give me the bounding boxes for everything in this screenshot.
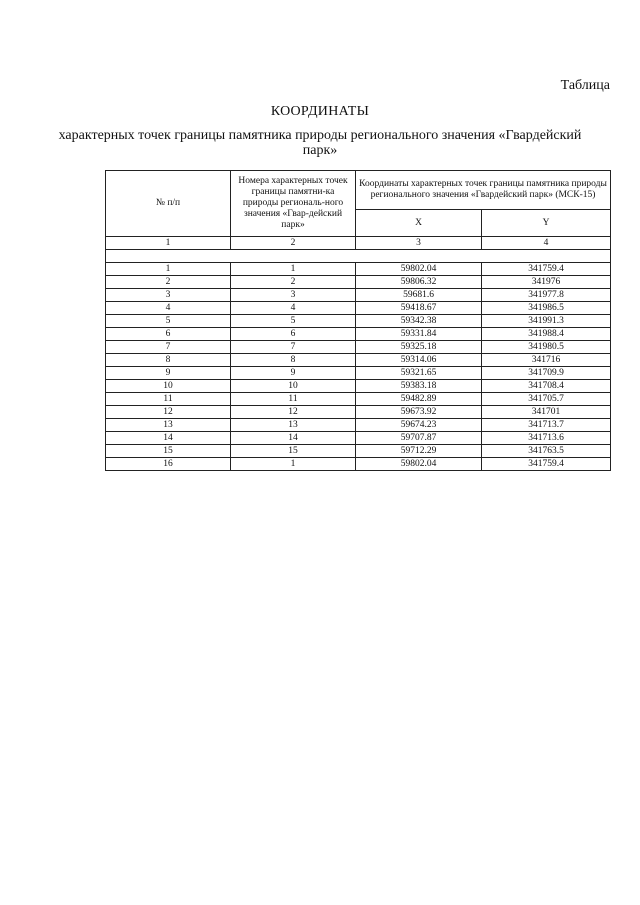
x-coordinate-cell: 59418.67: [356, 302, 482, 315]
table-row: [106, 263, 611, 276]
point-number-cell: 11: [231, 393, 356, 406]
point-number-cell: 9: [231, 367, 356, 380]
x-coordinate-cell: 59342.38: [356, 315, 482, 328]
point-number-cell: 14: [231, 432, 356, 445]
row-number-cell: 9: [106, 367, 231, 380]
x-coordinate-cell: 59321.65: [356, 367, 482, 380]
table-row: [106, 315, 611, 328]
x-coordinate-cell: 59712.29: [356, 445, 482, 458]
header-x: X: [356, 210, 482, 237]
point-number-cell: 7: [231, 341, 356, 354]
point-number-cell: 1: [231, 458, 356, 471]
table-row: [106, 393, 611, 406]
empty-row: [106, 250, 611, 263]
table-row: [106, 432, 611, 445]
header-number: № п/п: [106, 171, 231, 237]
y-coordinate-cell: 341713.6: [482, 432, 611, 445]
y-coordinate-cell: 341759.4: [482, 263, 611, 276]
x-coordinate-cell: 59383.18: [356, 380, 482, 393]
x-coordinate-cell: 59482.89: [356, 393, 482, 406]
table-row: [106, 276, 611, 289]
x-coordinate-cell: 59314.06: [356, 354, 482, 367]
point-number-cell: 15: [231, 445, 356, 458]
document-subtitle: характерных точек границы памятника природы регионального значения «Гвардейский парк»: [58, 128, 582, 158]
row-number-cell: 1: [106, 263, 231, 276]
x-coordinate-cell: 59806.32: [356, 276, 482, 289]
row-number-cell: 15: [106, 445, 231, 458]
column-number: 4: [482, 237, 611, 250]
x-coordinate-cell: 59707.87: [356, 432, 482, 445]
document-title: КООРДИНАТЫ: [270, 104, 370, 119]
table-label: Таблица: [560, 78, 610, 93]
column-number: 1: [106, 237, 231, 250]
x-coordinate-cell: 59331.84: [356, 328, 482, 341]
point-number-cell: 2: [231, 276, 356, 289]
point-number-cell: 1: [231, 263, 356, 276]
point-number-cell: 8: [231, 354, 356, 367]
row-number-cell: 3: [106, 289, 231, 302]
y-coordinate-cell: 341709.9: [482, 367, 611, 380]
column-number: 3: [356, 237, 482, 250]
table-row: [106, 302, 611, 315]
y-coordinate-cell: 341977.8: [482, 289, 611, 302]
y-coordinate-cell: 341988.4: [482, 328, 611, 341]
column-number: 2: [231, 237, 356, 250]
x-coordinate-cell: 59674.23: [356, 419, 482, 432]
row-number-cell: 4: [106, 302, 231, 315]
row-number-cell: 6: [106, 328, 231, 341]
row-number-cell: 11: [106, 393, 231, 406]
y-coordinate-cell: 341716: [482, 354, 611, 367]
x-coordinate-cell: 59673.92: [356, 406, 482, 419]
row-number-cell: 7: [106, 341, 231, 354]
header-point-numbers: Номера характерных точек границы памятни-ка природы региональ-ного значения «Гвар-дейский парк»: [231, 171, 356, 237]
row-number-cell: 2: [106, 276, 231, 289]
table-header-row: [106, 171, 611, 210]
x-coordinate-cell: 59802.04: [356, 458, 482, 471]
y-coordinate-cell: 341759.4: [482, 458, 611, 471]
row-number-cell: 16: [106, 458, 231, 471]
row-number-cell: 8: [106, 354, 231, 367]
row-number-cell: 10: [106, 380, 231, 393]
point-number-cell: 3: [231, 289, 356, 302]
header-coordinates: Координаты характерных точек границы памятника природы регионального значения «Гвардейский парк» (МСК-15): [356, 171, 611, 210]
table-row: [106, 328, 611, 341]
table-row: [106, 380, 611, 393]
row-number-cell: 14: [106, 432, 231, 445]
row-number-cell: 5: [106, 315, 231, 328]
table-row: [106, 289, 611, 302]
point-number-cell: 13: [231, 419, 356, 432]
table-row: [106, 354, 611, 367]
table-row: [106, 406, 611, 419]
column-number-row: [106, 237, 611, 250]
header-y: Y: [482, 210, 611, 237]
table-row: [106, 445, 611, 458]
x-coordinate-cell: 59802.04: [356, 263, 482, 276]
y-coordinate-cell: 341980.5: [482, 341, 611, 354]
point-number-cell: 6: [231, 328, 356, 341]
point-number-cell: 12: [231, 406, 356, 419]
y-coordinate-cell: 341991.3: [482, 315, 611, 328]
table-row: [106, 419, 611, 432]
row-number-cell: 12: [106, 406, 231, 419]
y-coordinate-cell: 341708.4: [482, 380, 611, 393]
y-coordinate-cell: 341986.5: [482, 302, 611, 315]
coordinates-table: [105, 170, 611, 471]
table-row: [106, 367, 611, 380]
table-row: [106, 341, 611, 354]
y-coordinate-cell: 341763.5: [482, 445, 611, 458]
point-number-cell: 5: [231, 315, 356, 328]
y-coordinate-cell: 341976: [482, 276, 611, 289]
y-coordinate-cell: 341705.7: [482, 393, 611, 406]
row-number-cell: 13: [106, 419, 231, 432]
point-number-cell: 4: [231, 302, 356, 315]
y-coordinate-cell: 341701: [482, 406, 611, 419]
y-coordinate-cell: 341713.7: [482, 419, 611, 432]
x-coordinate-cell: 59681.6: [356, 289, 482, 302]
table-row: [106, 458, 611, 471]
empty-cell: [106, 250, 611, 263]
point-number-cell: 10: [231, 380, 356, 393]
table-body: [106, 263, 611, 471]
x-coordinate-cell: 59325.18: [356, 341, 482, 354]
